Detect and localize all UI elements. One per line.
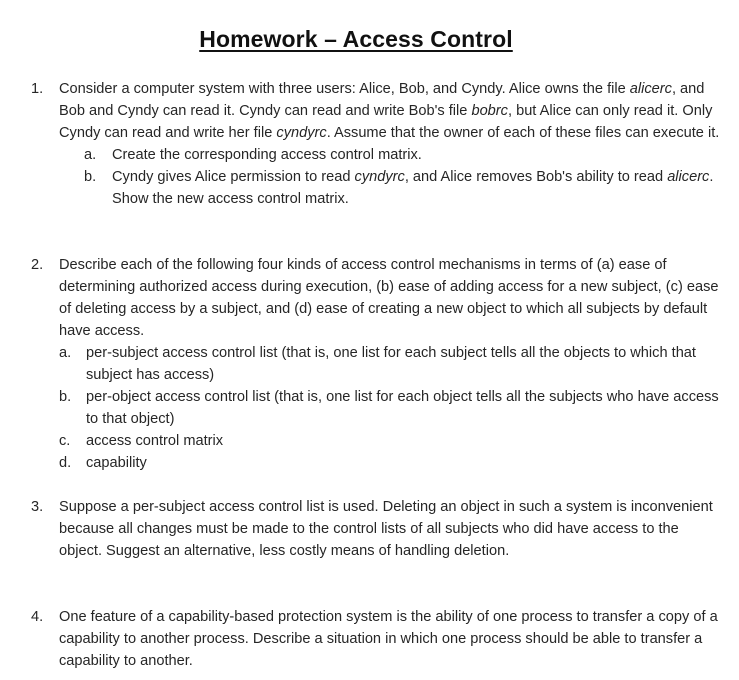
question-text: Describe each of the following four kinds of access control mechanisms in terms of (a) ease of determining authorized access during execution, (b) ease of adding access for a new subject, (c) ease of deleting access by a subject, and (d) ease of creating a new object to which all subjects by default have access. <box>59 257 719 339</box>
filename: bobrc <box>471 103 508 119</box>
filename: alicerc <box>629 81 672 97</box>
subquestion-letter: b. <box>59 389 72 405</box>
question-number: 2. <box>31 257 44 273</box>
subquestion-a <box>59 342 721 386</box>
question-number: 4. <box>31 609 44 625</box>
question-number: 1. <box>31 81 44 97</box>
question-number: 3. <box>31 499 44 515</box>
subquestion-b <box>59 166 721 210</box>
subquestion-letter: a. <box>59 345 72 361</box>
question-text: Consider a computer system with three users: Alice, Bob, and Cyndy. Alice owns the file alicerc, and Bob and Cyndy can read it. Cyndy can read and write Bob's file bobrc, but Alice can only read it. Only Cyndy can read and write her file cyndyrc. Assume that the owner of each of these files can execute it. <box>59 81 720 141</box>
subquestion-text: Create the corresponding access control matrix. <box>112 147 422 163</box>
subquestion-letter: b. <box>84 169 97 185</box>
subquestion-text: per-subject access control list (that is, one list for each subject tells all the objects to which that subject has access) <box>86 345 696 383</box>
filename: cyndyrc <box>354 169 405 185</box>
subquestion-b <box>59 386 721 430</box>
subquestion-text: per-object access control list (that is, one list for each object tells all the subjects who have access to that object) <box>86 389 719 427</box>
subquestion-d <box>59 452 721 474</box>
question-text: One feature of a capability-based protection system is the ability of one process to transfer a copy of a capability to another process. Describe a situation in which one process should be able to transfer a capability to another. <box>59 609 718 669</box>
subquestion-c <box>59 430 721 452</box>
question-4 <box>31 606 721 672</box>
subquestion-letter: c. <box>59 433 71 449</box>
subquestion-letter: a. <box>84 147 97 163</box>
question-1 <box>31 78 721 210</box>
subquestion-text: capability <box>86 455 147 471</box>
question-text: Suppose a per-subject access control list is used. Deleting an object in such a system is inconvenient because all changes must be made to the control lists of all subjects who did have access to the object. Suggest an alternative, less costly means of handling deletion. <box>59 499 713 559</box>
filename: alicerc <box>667 169 710 185</box>
page-title: Homework – Access Control <box>199 26 513 52</box>
subquestion-text: access control matrix <box>86 433 224 449</box>
subquestion-text: Cyndy gives Alice permission to read cyndyrc, and Alice removes Bob's ability to read alicerc. Show the new access control matrix. <box>112 169 714 207</box>
subquestion-a <box>59 144 721 166</box>
filename: cyndyrc <box>276 125 327 141</box>
question-3 <box>31 496 721 562</box>
question-2 <box>31 254 721 474</box>
subquestion-letter: d. <box>59 455 72 471</box>
subquestion-list <box>59 342 721 474</box>
